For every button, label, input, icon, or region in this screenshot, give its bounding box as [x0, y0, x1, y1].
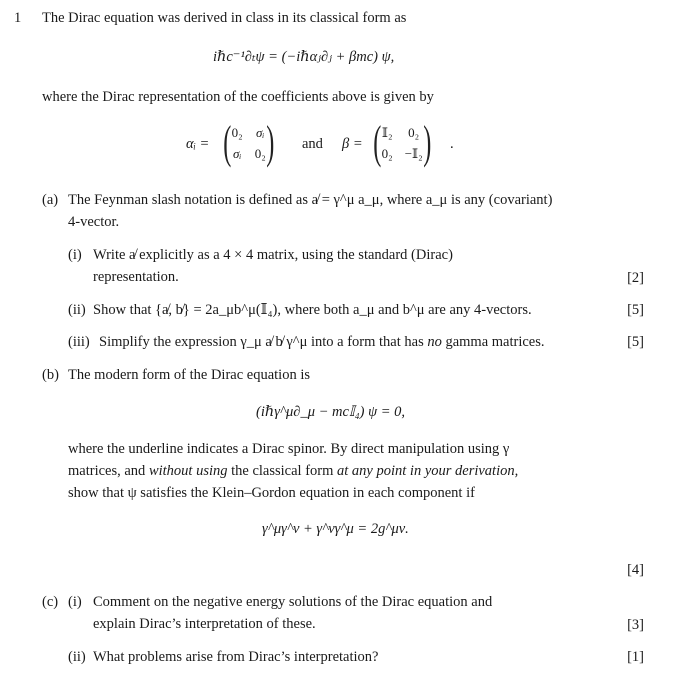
matrix-cell: 0₂ — [254, 146, 266, 161]
matrix-cell: σᵢ — [232, 146, 242, 161]
matrix-cell: σᵢ — [255, 125, 265, 140]
modern-dirac-equation: (iℏγ^μ∂_μ − mc𝕀₄) ψ = 0, — [256, 404, 406, 420]
question-number: 1 — [14, 10, 22, 26]
part-a-i-label: (i) — [68, 247, 82, 263]
part-b-line3-pre: matrices, and — [68, 463, 149, 479]
classical-dirac-equation: iℏc⁻¹∂ₜψ = (−iℏαⱼ∂ⱼ + βmc) ψ, — [213, 49, 395, 65]
part-a-iii-post: gamma matrices. — [441, 334, 545, 350]
part-b-line1: The modern form of the Dirac equation is — [68, 367, 310, 383]
part-a-iii-em: no — [427, 334, 442, 350]
and-text: and — [302, 136, 323, 152]
marks-a-i: [2] — [627, 270, 644, 286]
matrix-cell: −𝕀₂ — [404, 146, 423, 161]
part-b-line3-mid: the classical form — [227, 463, 338, 479]
left-paren: ( — [373, 116, 382, 169]
marks-c-ii: [1] — [627, 649, 644, 665]
part-a-i-line1: Write a̸ explicitly as a 4 × 4 matrix, using the standard (Dirac) — [93, 247, 453, 263]
left-paren: ( — [223, 116, 232, 169]
part-b-line3-em1: without using — [148, 463, 228, 479]
part-a-iii-pre: Simplify the expression γ_μ a̸ b̸ γ^μ into a form that has — [99, 334, 428, 350]
beta-period: . — [450, 136, 454, 152]
beta-lhs: β = — [342, 136, 363, 152]
part-b-line4: show that ψ satisfies the Klein–Gordon equation in each component if — [68, 485, 475, 501]
part-a-line2: 4-vector. — [68, 214, 120, 230]
part-a-i-line2: representation. — [93, 269, 179, 285]
part-a-label: (a) — [42, 192, 59, 208]
matrix-cell: 𝕀₂ — [381, 125, 393, 140]
part-c-i-line2: explain Dirac’s interpretation of these. — [93, 616, 316, 632]
part-c-i-line1: Comment on the negative energy solutions of the Dirac equation and — [93, 594, 493, 610]
marks-b: [4] — [627, 562, 644, 578]
part-b-label: (b) — [42, 367, 59, 383]
matrix-cell: 0₂ — [408, 125, 420, 140]
part-c-label: (c) — [42, 594, 59, 610]
alpha-matrix — [220, 116, 277, 169]
part-c-i-label: (i) — [68, 594, 82, 610]
part-a-ii-label: (ii) — [68, 302, 86, 318]
representation-text: where the Dirac representation of the coefficients above is given by — [42, 89, 434, 105]
right-paren: ) — [266, 116, 275, 169]
part-b-line3-em2: at any point in your derivation, — [337, 463, 519, 479]
marks-c-i: [3] — [627, 617, 644, 633]
part-c-ii-label: (ii) — [68, 649, 86, 665]
anticommutation-equation: γ^μγ^ν + γ^νγ^μ = 2g^μν. — [262, 521, 409, 537]
alpha-lhs: αᵢ = — [186, 136, 210, 152]
alpha-matrix-cells — [232, 123, 266, 163]
marks-a-iii: [5] — [627, 334, 644, 350]
beta-matrix-cells — [382, 123, 423, 163]
question-intro: The Dirac equation was derived in class in its classical form as — [42, 10, 407, 26]
part-a-iii-label: (iii) — [68, 334, 90, 350]
part-b-line3 — [68, 463, 518, 480]
part-b-line2: where the underline indicates a Dirac spinor. By direct manipulation using γ — [68, 441, 510, 457]
part-c-ii-text: What problems arise from Dirac’s interpretation? — [93, 649, 379, 665]
beta-matrix — [370, 116, 434, 169]
marks-a-ii: [5] — [627, 302, 644, 318]
matrix-cell: 0₂ — [381, 146, 393, 161]
matrix-cell: 0₂ — [231, 125, 243, 140]
part-a-iii-text — [99, 334, 545, 351]
part-a-ii-text: Show that {a̸, b̸} = 2a_μb^μ(𝕀₄), where both a_μ and b^μ are any 4-vectors. — [93, 302, 532, 318]
part-a-line1: The Feynman slash notation is defined as a̸ = γ^μ a_μ, where a_μ is any (covariant) — [68, 192, 553, 208]
right-paren: ) — [422, 116, 432, 169]
